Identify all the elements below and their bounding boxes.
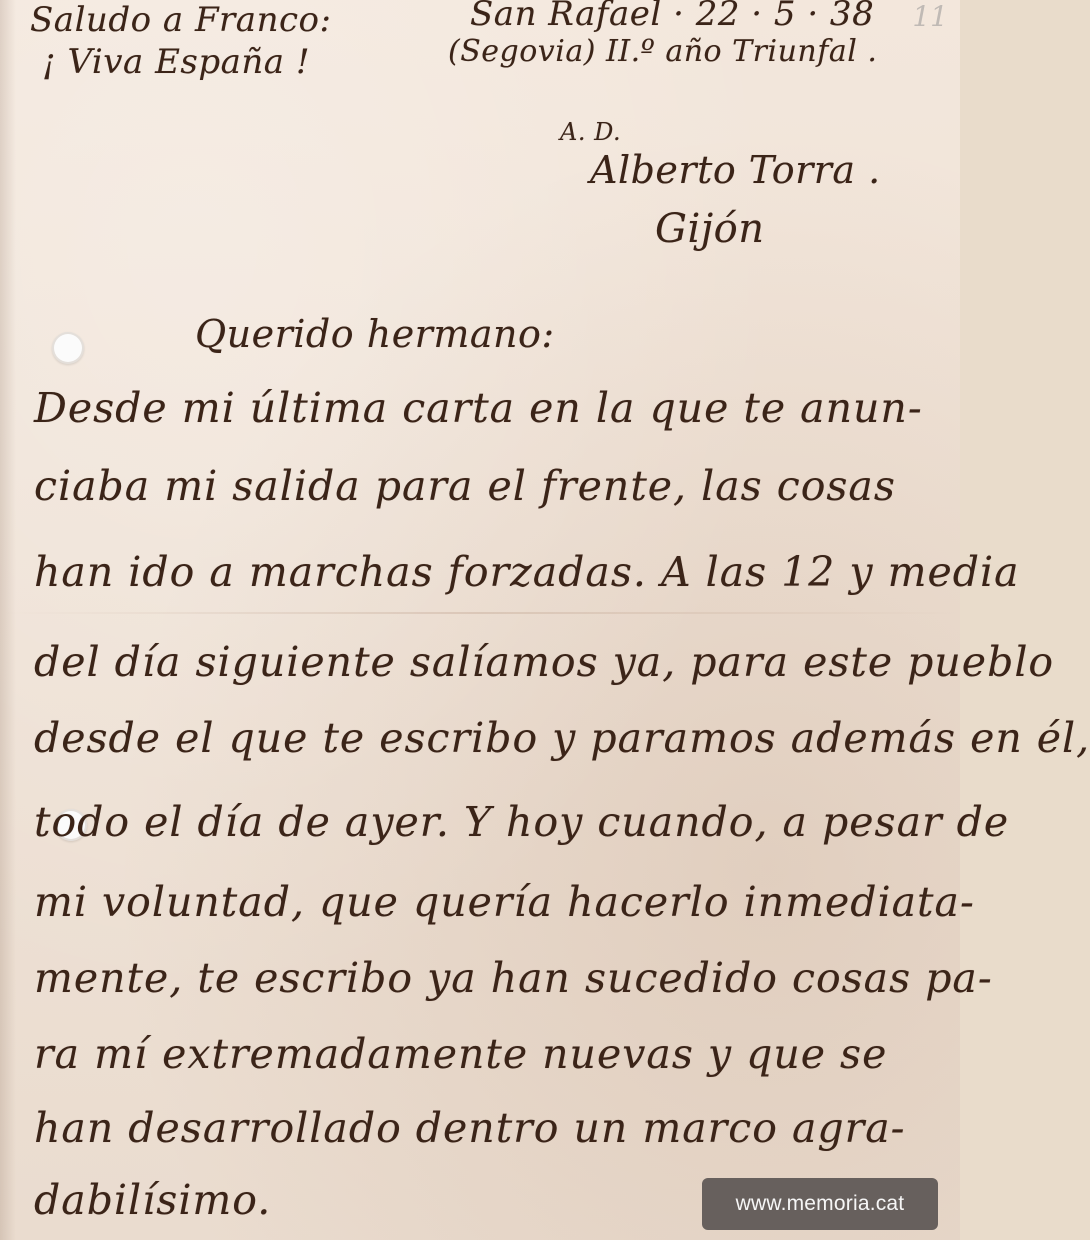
body-line: mi voluntad, que quería hacerlo inmediata- — [34, 878, 975, 926]
punch-hole — [52, 332, 84, 364]
archive-number: 11 — [912, 0, 948, 33]
recipient-prefix: A. D. — [560, 118, 622, 146]
greeting-line-1: Saludo a Franco: — [30, 0, 332, 40]
recipient-city: Gijón — [655, 206, 765, 252]
place-region-line: (Segovia) II.º año Triunfal . — [448, 34, 878, 69]
paper-edge-shadow — [0, 0, 16, 1240]
body-line: Desde mi última carta en la que te anun- — [34, 384, 923, 432]
body-line: han ido a marchas forzadas. A las 12 y media — [34, 548, 1020, 596]
place-date-line: San Rafael · 22 · 5 · 38 — [470, 0, 875, 34]
recipient-name: Alberto Torra . — [590, 148, 881, 192]
body-line: dabilísimo. — [34, 1176, 272, 1224]
greeting-line-2: ¡ Viva España ! — [42, 42, 311, 82]
watermark-badge: www.memoria.cat — [702, 1178, 938, 1230]
body-line: ra mí extremadamente nuevas y que se — [34, 1030, 888, 1078]
body-line: del día siguiente salíamos ya, para este pueblo — [34, 638, 1055, 686]
body-line: han desarrollado dentro un marco agra- — [34, 1104, 906, 1152]
body-line: ciaba mi salida para el frente, las cosas — [34, 462, 896, 510]
body-line: desde el que te escribo y paramos además en él, — [34, 714, 1090, 762]
body-line: todo el día de ayer. Y hoy cuando, a pesar de — [34, 798, 1010, 846]
body-line: mente, te escribo ya han sucedido cosas pa- — [34, 954, 993, 1002]
paper-fold-line — [0, 612, 960, 614]
salutation: Querido hermano: — [195, 312, 555, 356]
